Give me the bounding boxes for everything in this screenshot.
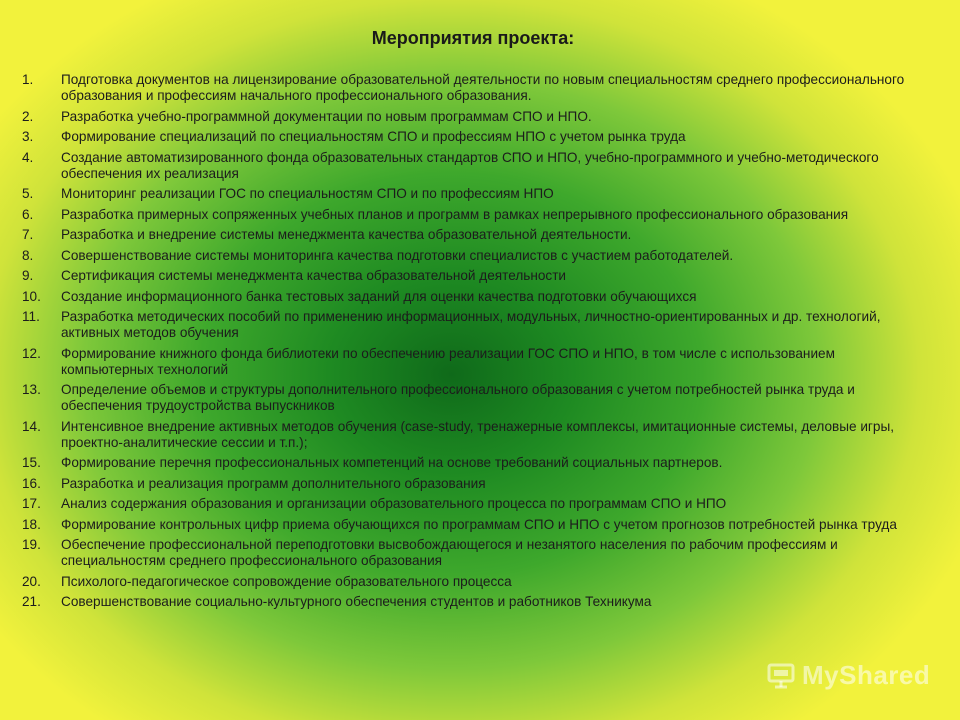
item-text: Формирование специализаций по специальностям СПО и профессиям НПО с учетом рынка труда xyxy=(61,129,686,144)
item-number: 19. xyxy=(22,537,41,552)
list-item xyxy=(22,109,922,125)
item-text: Совершенствование системы мониторинга качества подготовки специалистов с участием работодателей. xyxy=(61,247,734,263)
list-item xyxy=(22,594,922,610)
list-item xyxy=(22,268,922,284)
presentation-board-icon xyxy=(766,660,796,690)
item-number: 14. xyxy=(22,418,41,434)
list-item xyxy=(22,129,922,145)
list-item xyxy=(22,419,922,451)
item-text: Определение объемов и структуры дополнительного профессионального образования с учетом потребностей рынка труда и обеспечения трудоустройства выпускников xyxy=(61,382,855,413)
item-text: Психолого-педагогическое сопровождение образовательного процесса xyxy=(61,573,512,589)
item-number: 17. xyxy=(22,496,41,511)
item-number: 5. xyxy=(22,186,34,201)
item-text: Формирование книжного фонда библиотеки по обеспечению реализации ГОС СПО и НПО, в том числе с использованием компьютерных технологий xyxy=(61,345,835,377)
item-text: Разработка учебно-программной документации по новым программам СПО и НПО. xyxy=(61,108,592,124)
item-number: 8. xyxy=(22,247,34,263)
item-number: 16. xyxy=(22,475,41,491)
item-number: 3. xyxy=(22,129,34,144)
watermark xyxy=(766,654,931,696)
item-text: Мониторинг реализации ГОС по специальностям СПО и по профессиям НПО xyxy=(61,186,554,201)
item-number: 11. xyxy=(22,309,40,324)
list-item xyxy=(22,517,922,533)
item-text: Анализ содержания образования и организации образовательного процесса по программам СПО и НПО xyxy=(61,496,727,511)
list-item xyxy=(22,289,922,305)
item-text: Формирование контрольных цифр приема обучающихся по программам СПО и НПО с учетом прогнозов потребностей рынка труда xyxy=(61,516,897,532)
item-text: Подготовка документов на лицензирование образовательной деятельности по новым специальностям среднего профессионального образования и профессиям начального профессионального образования. xyxy=(61,72,905,103)
activity-list xyxy=(22,72,922,615)
list-item xyxy=(22,150,922,182)
item-text: Разработка и реализация программ дополнительного образования xyxy=(61,475,486,491)
watermark-text: MyShared xyxy=(802,659,931,690)
list-item xyxy=(22,537,922,569)
item-number: 12. xyxy=(22,345,41,361)
item-text: Создание автоматизированного фонда образовательных стандартов СПО и НПО, учебно-программного и учебно-методического обеспечения их реализация xyxy=(61,149,879,181)
list-item xyxy=(22,186,922,202)
item-text: Формирование перечня профессиональных компетенций на основе требований социальных партнеров. xyxy=(61,455,723,470)
list-item xyxy=(22,248,922,264)
item-number: 10. xyxy=(22,288,41,304)
list-item xyxy=(22,476,922,492)
item-number: 18. xyxy=(22,516,41,532)
list-item xyxy=(22,455,922,471)
list-item xyxy=(22,207,922,223)
list-item xyxy=(22,309,922,341)
item-text: Совершенствование социально-культурного обеспечения студентов и работников Техникума xyxy=(61,594,652,609)
item-text: Обеспечение профессиональной переподготовки высвобождающегося и незанятого населения по рабочим профессиям и специальностям среднего профессионального образования xyxy=(61,537,838,568)
item-number: 4. xyxy=(22,149,34,165)
item-number: 9. xyxy=(22,268,34,283)
item-number: 7. xyxy=(22,227,34,242)
list-item xyxy=(22,496,922,512)
item-text: Сертификация системы менеджмента качества образовательной деятельности xyxy=(61,268,567,283)
item-number: 20. xyxy=(22,573,41,589)
list-item xyxy=(22,72,922,104)
item-number: 1. xyxy=(22,72,34,87)
list-item xyxy=(22,346,922,378)
list-item xyxy=(22,382,922,414)
item-text: Разработка и внедрение системы менеджмента качества образовательной деятельности. xyxy=(61,227,632,242)
item-number: 2. xyxy=(22,108,34,124)
item-text: Создание информационного банка тестовых заданий для оценки качества подготовки обучающихся xyxy=(61,288,697,304)
item-number: 13. xyxy=(22,382,41,397)
list-item xyxy=(22,574,922,590)
item-text: Интенсивное внедрение активных методов обучения (case-study, тренажерные комплексы, имитационные системы, деловые игры, проектно-аналитические сессии и т.п.); xyxy=(61,418,894,450)
item-text: Разработка примерных сопряженных учебных планов и программ в рамках непрерывного профессионального образования xyxy=(61,206,849,222)
slide-title: Мероприятия проекта: xyxy=(371,28,575,48)
item-number: 6. xyxy=(22,206,34,222)
item-text: Разработка методических пособий по применению информационных, модульных, личностно-ориентированных и др. технологий, активных методов обучения xyxy=(61,309,881,340)
item-number: 15. xyxy=(22,455,41,470)
item-number: 21. xyxy=(22,594,41,609)
list-item xyxy=(22,227,922,243)
